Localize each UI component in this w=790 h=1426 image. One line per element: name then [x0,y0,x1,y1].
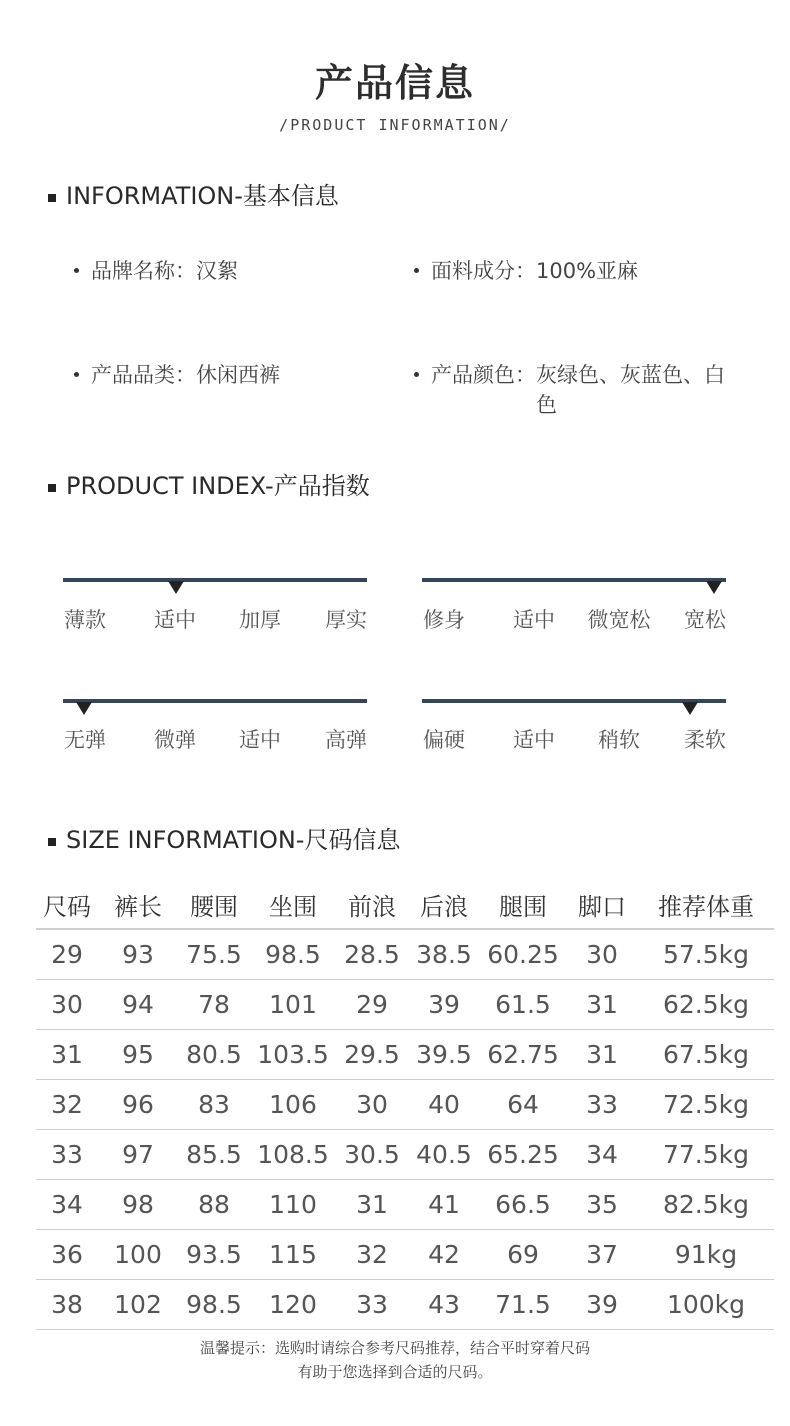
size-table [36,880,774,1330]
table-cell: 120 [250,1280,336,1330]
table-cell: 69 [480,1230,566,1280]
table-cell: 75.5 [178,929,250,980]
table-cell: 94 [98,980,178,1030]
index-scale-tick-label: 偏硬 [423,728,465,752]
table-cell: 66.5 [480,1180,566,1230]
table-cell: 67.5kg [638,1030,774,1080]
table-cell: 29 [336,980,408,1030]
index-scale-bar [63,699,367,703]
table-cell: 115 [250,1230,336,1280]
section-heading-text: SIZE INFORMATION-尺码信息 [66,826,401,854]
table-cell: 98.5 [250,929,336,980]
bullet-dot-icon [74,372,79,377]
table-cell: 62.75 [480,1030,566,1080]
index-scale-tick-label: 加厚 [239,608,281,632]
table-row [36,1280,774,1330]
table-cell: 34 [36,1180,98,1230]
table-cell: 30 [566,929,638,980]
table-cell: 33 [336,1280,408,1330]
table-cell: 29 [36,929,98,980]
table-cell: 110 [250,1180,336,1230]
tip-note-line-2: 有助于您选择到合适的尺码。 [297,1363,493,1381]
index-scale-tick-label: 微弹 [154,728,196,752]
index-scale-bar [422,578,726,582]
table-cell: 64 [480,1080,566,1130]
table-cell: 62.5kg [638,980,774,1030]
table-row [36,1130,774,1180]
bullet-dot-icon [414,268,419,273]
table-cell: 37 [566,1230,638,1280]
info-label: 面料成分： [431,259,536,283]
table-cell: 102 [98,1280,178,1330]
section-heading-product-index [48,466,370,501]
info-item-category [74,360,280,390]
index-scale-tick-label: 微宽松 [587,608,651,632]
index-scale-marker-icon [706,581,722,594]
info-item-brand [74,256,238,286]
size-table-header [36,880,774,929]
table-row [36,929,774,980]
index-scale-tick-label: 适中 [239,728,281,752]
section-heading-text: PRODUCT INDEX-产品指数 [66,472,370,500]
table-cell: 33 [566,1080,638,1130]
table-cell: 38.5 [408,929,480,980]
table-cell: 93 [98,929,178,980]
info-item-fabric [414,256,638,286]
table-cell: 98 [98,1180,178,1230]
size-table-column-header: 推荐体重 [658,892,754,921]
bullet-dot-icon [414,372,419,377]
index-scale-tick-label: 柔软 [684,728,726,752]
size-table-column-header: 后浪 [420,892,468,921]
table-cell: 88 [178,1180,250,1230]
table-cell: 40.5 [408,1130,480,1180]
page-title: 产品信息 [314,61,475,105]
table-cell: 43 [408,1280,480,1330]
square-bullet-icon [48,194,56,202]
table-cell: 36 [36,1230,98,1280]
table-cell: 82.5kg [638,1180,774,1230]
index-scale-marker-icon [76,702,92,715]
table-cell: 103.5 [250,1030,336,1080]
table-cell: 72.5kg [638,1080,774,1130]
tip-note-line-1: 温馨提示：选购时请综合参考尺码推荐，结合平时穿着尺码 [199,1339,590,1357]
table-cell: 85.5 [178,1130,250,1180]
info-label: 产品颜色： [431,363,536,387]
table-cell: 106 [250,1080,336,1130]
index-scale-tick-label: 适中 [154,608,196,632]
table-row [36,1230,774,1280]
page-subtitle: /PRODUCT INFORMATION/ [279,116,511,134]
info-label: 产品品类： [91,363,196,387]
index-scale-tick-label: 高弹 [325,728,367,752]
table-cell: 31 [336,1180,408,1230]
table-cell: 100kg [638,1280,774,1330]
info-value: 100%亚麻 [536,259,639,283]
table-cell: 97 [98,1130,178,1180]
index-scale-tick-label: 厚实 [325,608,367,632]
table-cell: 33 [36,1130,98,1180]
table-cell: 29.5 [336,1030,408,1080]
square-bullet-icon [48,484,56,492]
size-table-column-header: 尺码 [43,892,91,921]
info-value: 汉絮 [196,259,238,283]
table-row [36,1180,774,1230]
index-scale-bar [422,699,726,703]
table-row [36,980,774,1030]
table-cell: 77.5kg [638,1130,774,1180]
table-cell: 98.5 [178,1280,250,1330]
table-cell: 41 [408,1180,480,1230]
table-row [36,1030,774,1080]
table-cell: 96 [98,1080,178,1130]
info-item-color [414,360,728,420]
table-row [36,1080,774,1130]
size-table-column-header: 脚口 [578,892,626,921]
table-cell: 80.5 [178,1030,250,1080]
table-cell: 71.5 [480,1280,566,1330]
table-cell: 32 [36,1080,98,1130]
table-cell: 30 [336,1080,408,1130]
index-scale-marker-icon [682,702,698,715]
size-table-column-header: 坐围 [269,892,317,921]
table-cell: 31 [566,1030,638,1080]
bullet-dot-icon [74,268,79,273]
index-scale-marker-icon [168,581,184,594]
index-scale-tick-label: 稍软 [598,728,640,752]
info-label: 品牌名称： [91,259,196,283]
table-cell: 35 [566,1180,638,1230]
index-scale-tick-label: 宽松 [684,608,726,632]
table-cell: 39 [408,980,480,1030]
square-bullet-icon [48,838,56,846]
table-cell: 100 [98,1230,178,1280]
size-table-column-header: 前浪 [348,892,396,921]
table-cell: 38 [36,1280,98,1330]
size-table-column-header: 腰围 [190,892,238,921]
table-cell: 31 [36,1030,98,1080]
index-scale-tick-label: 无弹 [64,728,106,752]
index-scale-bar [63,578,367,582]
table-cell: 101 [250,980,336,1030]
table-cell: 60.25 [480,929,566,980]
index-scale-tick-label: 薄款 [64,608,106,632]
table-cell: 91kg [638,1230,774,1280]
table-cell: 93.5 [178,1230,250,1280]
table-cell: 28.5 [336,929,408,980]
table-cell: 108.5 [250,1130,336,1180]
info-value: 灰绿色、灰蓝色、白色 [536,363,725,417]
table-cell: 31 [566,980,638,1030]
table-cell: 95 [98,1030,178,1080]
table-cell: 30 [36,980,98,1030]
index-scale-tick-label: 适中 [513,728,555,752]
size-table-column-header: 裤长 [114,892,162,921]
index-scale-tick-label: 适中 [513,608,555,632]
table-cell: 57.5kg [638,929,774,980]
index-scale-tick-label: 修身 [423,608,465,632]
table-cell: 65.25 [480,1130,566,1180]
table-cell: 39.5 [408,1030,480,1080]
table-cell: 34 [566,1130,638,1180]
table-cell: 40 [408,1080,480,1130]
table-cell: 83 [178,1080,250,1130]
table-cell: 78 [178,980,250,1030]
section-heading-size-info [48,820,400,855]
info-value: 休闲西裤 [196,363,280,387]
table-cell: 30.5 [336,1130,408,1180]
section-heading-basic-info [48,176,339,211]
table-cell: 39 [566,1280,638,1330]
section-heading-text: INFORMATION-基本信息 [66,182,339,210]
table-cell: 61.5 [480,980,566,1030]
table-cell: 42 [408,1230,480,1280]
table-cell: 32 [336,1230,408,1280]
size-table-column-header: 腿围 [499,892,547,921]
